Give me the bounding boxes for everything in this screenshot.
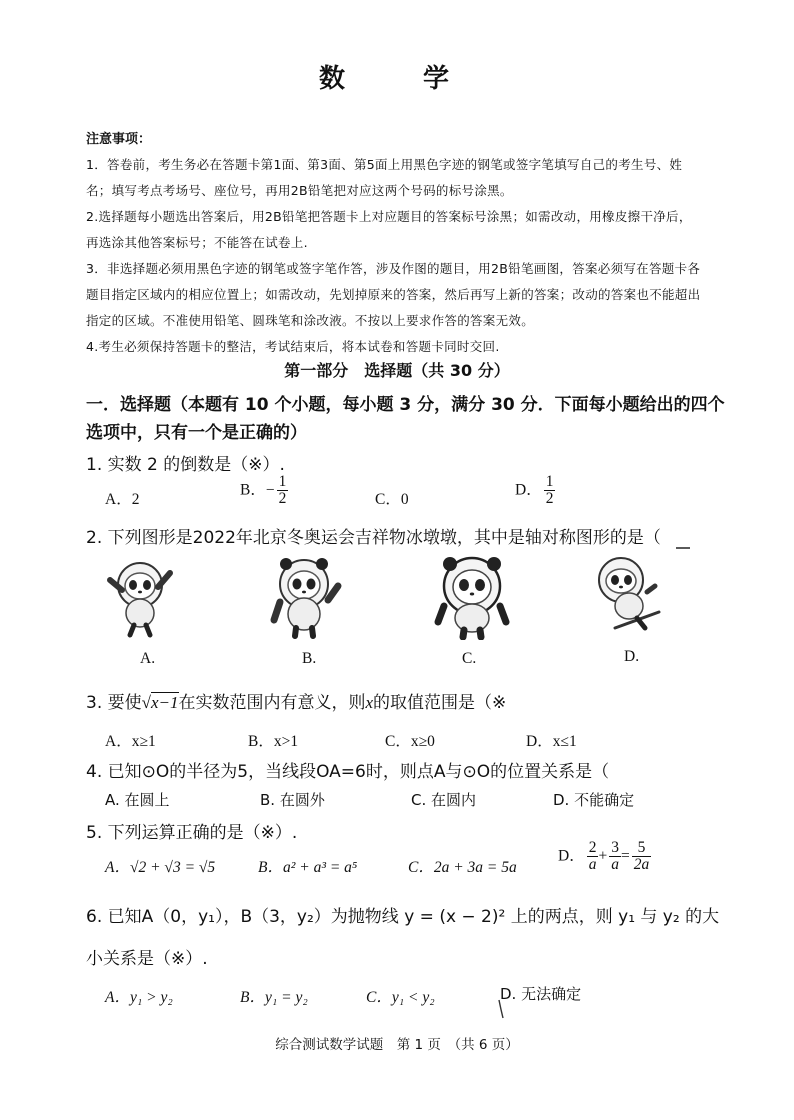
mascot-label-d: D. bbox=[624, 648, 640, 665]
question-2-stem: 2. 下列图形是2022年北京冬奥运会吉祥物冰墩墩，其中是轴对称图形的是（ bbox=[86, 528, 661, 548]
stray-mark bbox=[676, 546, 690, 550]
exam-title: 数 学 bbox=[318, 64, 475, 94]
question-5-stem: 5. 下列运算正确的是（※）. bbox=[86, 823, 298, 843]
notes-heading: 注意事项： bbox=[86, 132, 152, 147]
q5-option-c: C．2a + 3a = 5a bbox=[408, 859, 517, 876]
q6-option-d: D. 无法确定 bbox=[500, 985, 582, 1003]
q5-option-b: B．a² + a³ = a⁵ bbox=[258, 859, 358, 876]
note-line: 指定的区域。不准使用铅笔、圆珠笔和涂改液。不按以上要求作答的答案无效。 bbox=[86, 313, 535, 328]
q4-option-a: A. 在圆上 bbox=[105, 791, 170, 809]
q4-option-b: B. 在圆外 bbox=[260, 791, 325, 809]
mascot-label-c: C. bbox=[462, 650, 477, 667]
note-line: 再选涂其他答案标号；不能答在试卷上. bbox=[86, 235, 308, 250]
mascot-label-a: A. bbox=[140, 650, 156, 667]
section-instruction: 一．选择题（本题有 10 个小题，每小题 3 分，满分 30 分．下面每小题给出的四个 bbox=[86, 395, 725, 415]
section-instruction: 选项中，只有一个是正确的） bbox=[86, 423, 307, 443]
question-1-stem: 1. 实数 2 的倒数是（※）. bbox=[86, 455, 285, 475]
q3-option-a: A．x≥1 bbox=[105, 733, 156, 750]
question-6-stem: 小关系是（※）. bbox=[86, 949, 208, 969]
q6-option-c: C．y₁ < y₂ bbox=[366, 989, 435, 1006]
q4-option-d: D. 不能确定 bbox=[553, 791, 635, 809]
q3-option-c: C．x≥0 bbox=[385, 733, 435, 750]
part-title: 第一部分 选择题（共 30 分） bbox=[284, 361, 510, 380]
q5-option-a: A．√2 + √3 = √5 bbox=[105, 859, 216, 876]
q4-option-c: C. 在圆内 bbox=[411, 791, 477, 809]
mascot-image-a bbox=[100, 555, 180, 640]
q5-option-d: D． $\frac{2}{a}$ + $\frac{3}{a}$ = $\frac{5}{2a}$ bbox=[558, 839, 650, 874]
q6-option-b: B．y₁ = y₂ bbox=[240, 989, 308, 1006]
q1-option-b: B．− $\frac{1}{2}$ bbox=[240, 473, 287, 508]
page-footer: 综合测试数学试题 第 1 页 （共 6 页） bbox=[275, 1037, 519, 1053]
q6-option-a: A．y₁ > y₂ bbox=[105, 989, 173, 1006]
q3-option-b: B．x>1 bbox=[248, 733, 299, 750]
note-line: 4.考生必须保持答题卡的整洁，考试结束后，将本试卷和答题卡同时交回. bbox=[86, 339, 500, 354]
q1-option-a: A．2 bbox=[105, 491, 140, 508]
question-4-stem: 4. 已知⊙O的半径为5，当线段OA=6时，则点A与⊙O的位置关系是（ bbox=[86, 762, 610, 782]
q1-option-d: D． $\frac{1}{2}$ bbox=[515, 473, 554, 508]
stray-pen-mark bbox=[497, 998, 505, 1020]
note-line: 1．答卷前，考生务必在答题卡第1面、第3面、第5面上用黑色字迹的钢笔或签字笔填写自己的考生号、姓 bbox=[86, 157, 683, 172]
mascot-image-c bbox=[428, 552, 516, 640]
q3-option-d: D．x≤1 bbox=[526, 733, 577, 750]
note-line: 题目指定区域内的相应位置上；如需改动，先划掉原来的答案，然后再写上新的答案；改动的答案也不能超出 bbox=[86, 287, 701, 302]
question-6-stem: 6. 已知A（0，y₁），B（3，y₂）为抛物线 y = (x − 2)² 上的两点，则 y₁ 与 y₂ 的大 bbox=[86, 907, 720, 927]
question-3-stem: 3. 要使√x−1在实数范围内有意义，则x的取值范围是（※ bbox=[86, 693, 507, 713]
mascot-label-b: B. bbox=[302, 650, 317, 667]
q1-option-c: C．0 bbox=[375, 491, 409, 508]
mascot-image-b bbox=[262, 552, 347, 640]
note-line: 2.选择题每小题选出答案后，用2B铅笔把答题卡上对应题目的答案标号涂黑；如需改动，用橡皮擦干净后， bbox=[86, 209, 692, 224]
note-line: 3．非选择题必须用黑色字迹的钢笔或签字笔作答，涉及作图的题目，用2B铅笔画图，答案必须写在答题卡各 bbox=[86, 261, 701, 276]
note-line: 名；填写考点考场号、座位号，再用2B铅笔把对应这两个号码的标号涂黑。 bbox=[86, 183, 513, 198]
mascot-image-d bbox=[585, 552, 670, 637]
